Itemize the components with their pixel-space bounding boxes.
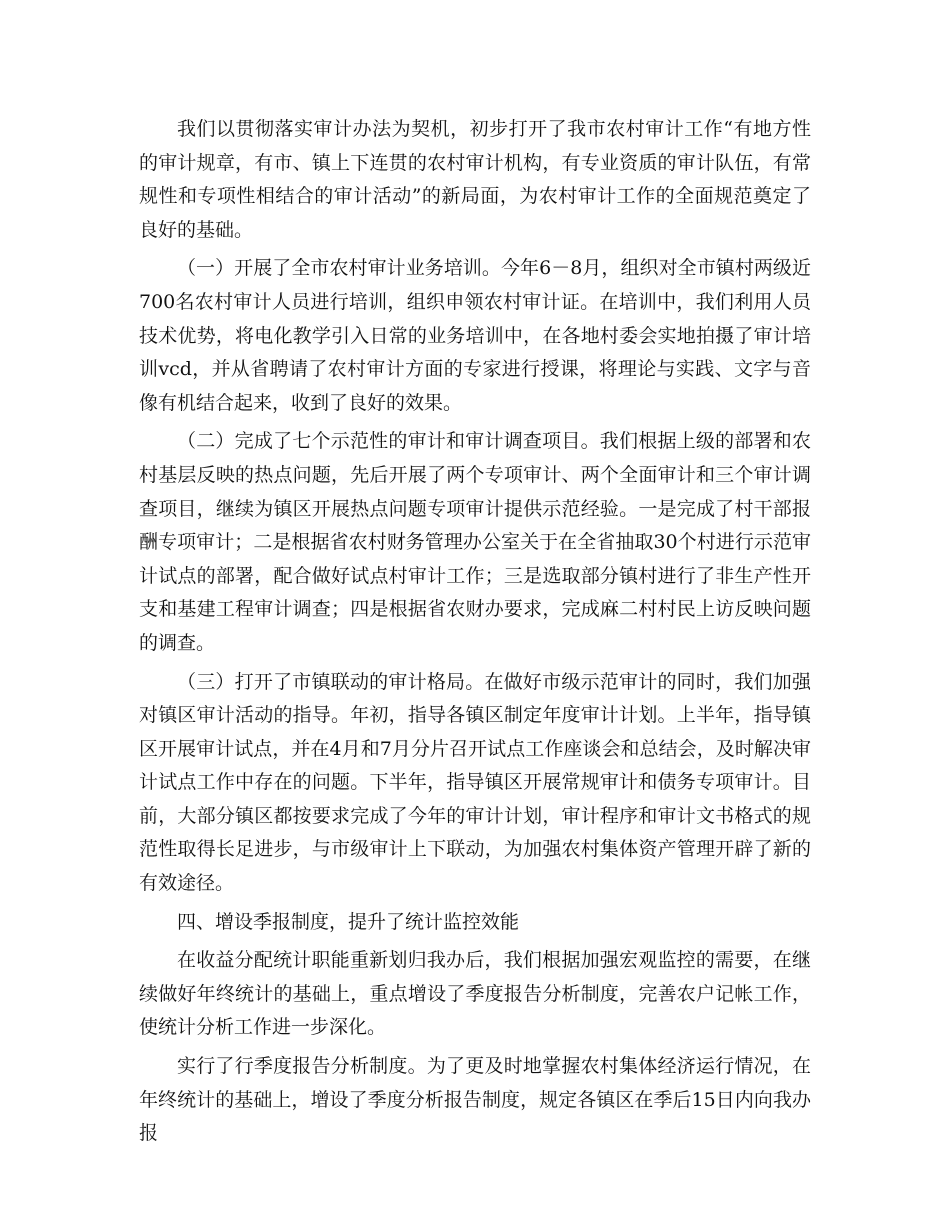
- paragraph-section-intro: 在收益分配统计职能重新划归我办后，我们根据加强宏观监控的需要，在继续做好年终统计的基础上，重点增设了季度报告分析制度，完善农户记帐工作，使统计分析工作进一步深化。: [139, 949, 811, 1039]
- paragraph-item-2: （二）完成了七个示范性的审计和审计调查项目。我们根据上级的部署和农村基层反映的热点问题，先后开展了两个专项审计、两个全面审计和三个审计调查项目，继续为镇区开展热点问题专项审计提供示范经验。一是完成了村干部报酬专项审计；二是根据省农村财务管理办公室关于在全省抽取30个村进行示范审计试点的部署，配合做好试点村审计工作；三是选取部分镇村进行了非生产性开支和基建工程审计调查；四是根据省农财办要求，完成麻二村村民上访反映问题的调查。: [139, 430, 811, 654]
- paragraph-intro: 我们以贯彻落实审计办法为契机，初步打开了我市农村审计工作“有地方性的审计规章，有市、镇上下连贯的农村审计机构，有专业资质的审计队伍，有常规性和专项性相结合的审计活动”的新局面，为农村审计工作的全面规范奠定了良好的基础。: [139, 118, 811, 241]
- paragraph-item-1: （一）开展了全市农村审计业务培训。今年6－8月，组织对全市镇村两级近700名农村审计人员进行培训，组织申领农村审计证。在培训中，我们利用人员技术优势，将电化教学引入日常的业务培训中，在各地村委会实地拍摄了审计培训vcd，并从省聘请了农村审计方面的专家进行授课，将理论与实践、文字与音像有机结合起来，收到了良好的效果。: [139, 257, 811, 414]
- paragraph-item-3: （三）打开了市镇联动的审计格局。在做好市级示范审计的同时，我们加强对镇区审计活动的指导。年初，指导各镇区制定年度审计计划。上半年，指导镇区开展审计试点，并在4月和7月分片召开试点工作座谈会和总结会，及时解决审计试点工作中存在的问题。下半年，指导镇区开展常规审计和债务专项审计。目前，大部分镇区都按要求完成了今年的审计计划，审计程序和审计文书格式的规范性取得长足进步，与市级审计上下联动，为加强农村集体资产管理开辟了新的有效途径。: [139, 670, 811, 895]
- section-heading: 四、增设季报制度，提升了统计监控效能: [177, 910, 520, 933]
- paragraph-quarterly-report: 实行了行季度报告分析制度。为了更及时地掌握农村集体经济运行情况，在年终统计的基础上，增设了季度分析报告制度，规定各镇区在季后15日内向我办报: [139, 1055, 811, 1145]
- document-body: [139, 113, 811, 1156]
